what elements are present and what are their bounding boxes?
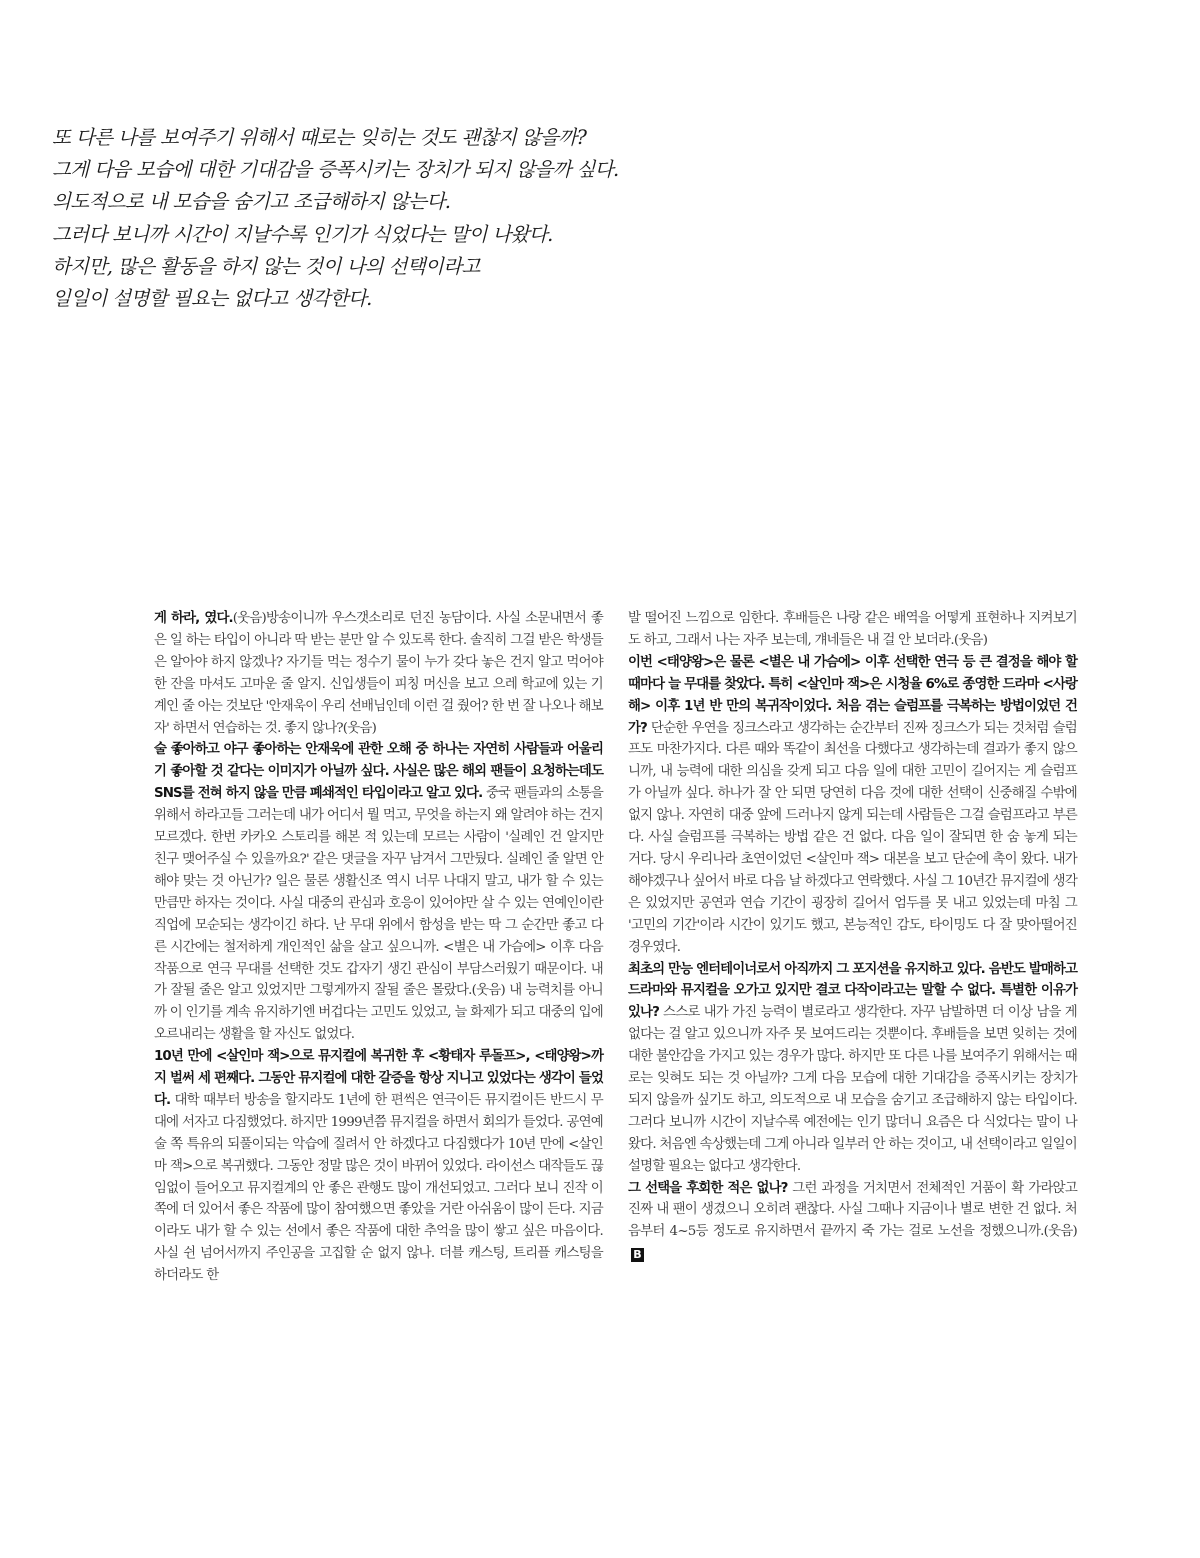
question-bold: 이번 <태양왕>은 물론 <별은 내 가슴에> 이후 선택한 연극 등 큰 결정을 해야 할 때마다 늘 무대를 찾았다. 특히 <살인마 잭>은 시청율 6%로 종영한 드라마 <사랑해> 이후 1년 반 만의 복귀작이었다. 처음 겪는 슬럼프를 극복하는 방법이었던 건가? <box>628 654 1077 736</box>
paragraph <box>154 608 603 739</box>
paragraph <box>628 608 1077 652</box>
paragraph <box>154 739 603 1046</box>
question-bold: 그 선택을 후회한 적은 없나? <box>628 1180 788 1196</box>
pull-quote-line: 일일이 설명할 필요는 없다고 생각한다. <box>52 287 372 311</box>
pull-quote-line: 하지만, 많은 활동을 하지 않는 것이 나의 선택이라고 <box>52 254 480 278</box>
end-mark-icon: B <box>631 1248 644 1262</box>
question-bold: 술 좋아하고 야구 좋아하는 안재욱에 관한 오해 중 하나는 자연히 사람들과 어울리기 좋아할 것 같다는 이미지가 아닐까 싶다. 사실은 많은 해외 팬들이 요청하는데도 SNS를 전혀 하지 않을 만큼 폐쇄적인 타입이라고 알고 있다. <box>154 742 603 802</box>
question-bold: 최초의 만능 엔터테이너로서 아직까지 그 포지션을 유지하고 있다. 음반도 발매하고 드라마와 뮤지컬을 오가고 있지만 결코 다작이라고는 말할 수 없다. 특별한 이유가 있나? <box>628 961 1077 1021</box>
paragraph <box>628 652 1077 959</box>
article-column-right <box>628 608 1077 1265</box>
article-column-left <box>154 608 603 1287</box>
answer-text: 대학 때부터 방송을 할지라도 1년에 한 편씩은 연극이든 뮤지컬이든 반드시 무대에 서자고 다짐했었다. 하지만 1999년쯤 뮤지컬을 하면서 회의가 들었다. 공연예술 쪽 특유의 되풀이되는 악습에 질려서 안 하겠다고 다짐했다가 10년 만에 <살인마 잭>으로 복귀했다. 그동안 정말 많은 것이 바뀌어 있었다. 라이선스 대작들도 끊임없이 들어오고 뮤지컬계의 안 좋은 관행도 많이 개선되었고. 그러다 보니 진작 이쪽에 더 있어서 좋은 작품에 많이 참여했으면 좋았을 거란 아쉬움이 많이 든다. 지금이라도 내가 할 수 있는 선에서 좋은 작품에 대한 추억을 많이 쌓고 싶은 마음이다. 사실 쉰 넘어서까지 주인공을 고집할 순 없지 않나. 더블 캐스팅, 트리플 캐스팅을 하더라도 한 <box>154 1092 603 1284</box>
answer-text: 발 떨어진 느낌으로 임한다. 후배들은 나랑 같은 배역을 어떻게 표현하나 지켜보기도 하고, 그래서 나는 자주 보는데, 걔네들은 내 걸 안 보더라.(웃음) <box>628 611 1077 648</box>
paragraph <box>628 1178 1077 1266</box>
pull-quote-line: 의도적으로 내 모습을 숨기고 조급해하지 않는다. <box>52 190 451 214</box>
paragraph <box>628 959 1077 1178</box>
pull-quote-line: 그러다 보니까 시간이 지날수록 인기가 식었다는 말이 나왔다. <box>52 222 553 246</box>
pull-quote-line: 또 다른 나를 보여주기 위해서 때로는 잊히는 것도 괜찮지 않을까? <box>52 126 587 149</box>
question-bold: 게 하라, 였다. <box>154 611 233 626</box>
answer-text: 스스로 내가 가진 능력이 별로라고 생각한다. 자꾸 남발하면 더 이상 남을 게 없다는 걸 알고 있으니까 자주 못 보여드리는 것뿐이다. 후배들을 보면 잊히는 것에 대한 불안감을 가지고 있는 경우가 많다. 하지만 또 다른 나를 보여주기 위해서는 때로는 잊혀도 되는 것 아닐까? 그게 다음 모습에 대한 기대감을 증폭시키는 장치가 되지 않을까 싶기도 하고, 의도적으로 내 모습을 숨기고 조급해하지 않는 타입이다. 그러다 보니까 시간이 지날수록 예전에는 인기 많더니 요즘은 다 식었다는 말이 나왔다. 처음엔 속상했는데 그게 아니라 일부러 안 하는 것이고, 내 선택이라고 일일이 설명할 필요는 없다고 생각한다. <box>628 1005 1077 1174</box>
answer-text: 그런 과정을 거치면서 전체적인 거품이 확 가라앉고 진짜 내 팬이 생겼으니 오히려 괜찮다. 사실 그때나 지금이나 별로 변한 건 없다. 처음부터 4~5등 정도로 유지하면서 끝까지 죽 가는 걸로 노선을 정했으니까.(웃음) <box>628 1180 1078 1240</box>
pull-quote-line: 그게 다음 모습에 대한 기대감을 증폭시키는 장치가 되지 않을까 싶다. <box>52 158 619 182</box>
answer-text: 단순한 우연을 징크스라고 생각하는 순간부터 진짜 징크스가 되는 것처럼 슬럼프도 마찬가지다. 다른 때와 똑같이 최선을 다했다고 생각하는데 결과가 좋지 않으니까, 내 능력에 대한 의심을 갖게 되고 다음 일에 대한 고민이 길어지는 게 슬럼프가 아닐까 싶다. 하나가 잘 안 되면 당연히 다음 것에 대한 선택이 신중해질 수밖에 없지 않나. 자연히 대중 앞에 드러나지 않게 되는데 사람들은 그걸 슬럼프라고 부른다. 사실 슬럼프를 극복하는 방법 같은 건 없다. 다음 일이 잘되면 한 숨 놓게 되는 거다. 당시 우리나라 초연이었던 <살인마 잭> 대본을 보고 단순에 촉이 왔다. 내가 해야겠구나 싶어서 바로 다음 날 하겠다고 연락했다. 사실 그 10년간 뮤지컬에 생각은 있었지만 공연과 연습 기간이 굉장히 길어서 엄두를 못 내고 있었는데 마침 그 '고민의 기간'이라 시간이 있기도 했고, 본능적인 감도, 타이밍도 다 잘 맞아떨어진 경우였다. <box>628 720 1077 955</box>
answer-text: 중국 팬들과의 소통을 위해서 하라고들 그러는데 내가 어디서 뭘 먹고, 무엇을 하는지 왜 알려야 하는 건지 모르겠다. 한번 카카오 스토리를 해본 적 있는데 모르는 사람이 '실례인 건 알지만 친구 맺어주실 수 있을까요?' 같은 댓글을 자꾸 남겨서 그만뒀다. 실례인 줄 알면 안 해야 맞는 것 아닌가? 일은 물론 생활신조 역시 너무 나대지 말고, 내가 할 수 있는 만큼만 하자는 것이다. 사실 대중의 관심과 호응이 있어야만 살 수 있는 연예인이란 직업에 모순되는 생각이긴 하다. 난 무대 위에서 함성을 받는 딱 그 순간만 좋고 다른 시간에는 철저하게 개인적인 삶을 살고 싶으니까. <별은 내 가슴에> 이후 다음 작품으로 연극 무대를 선택한 것도 갑자기 생긴 관심이 부담스러웠기 때문이다. 내가 잘될 줄은 알고 있었지만 그렇게까지 잘될 줄은 몰랐다.(웃음) 내 능력치를 아니까 이 인기를 계속 유지하기엔 버겁다는 고민도 있었고, 늘 화제가 되고 대중의 입에 오르내리는 생활을 할 자신도 없었다. <box>154 786 604 1043</box>
question-bold: 10년 만에 <살인마 잭>으로 뮤지컬에 복귀한 후 <황태자 루돌프>, <태양왕>까지 벌써 세 편째다. 그동안 뮤지컬에 대한 갈증을 항상 지니고 있었다는 생각이 들었다. <box>154 1049 603 1108</box>
pull-quote <box>52 122 772 315</box>
paragraph <box>154 1046 603 1287</box>
answer-text: (웃음)방송이니까 우스갯소리로 던진 농담이다. 사실 소문내면서 좋은 일 하는 타입이 아니라 딱 받는 분만 알 수 있도록 한다. 솔직히 그걸 받은 학생들은 알아야 하지 않겠나? 자기들 먹는 정수기 물이 누가 갖다 놓은 건지 알고 먹어야 한 잔을 마셔도 고마운 줄 알지. 신입생들이 피칭 머신을 보고 으레 학교에 있는 기계인 줄 아는 것보단 '안재욱이 우리 선배님인데 이런 걸 줬어? 한 번 잘 나오나 해보자' 하면서 연습하는 것. 좋지 않나?(웃음) <box>154 611 603 736</box>
